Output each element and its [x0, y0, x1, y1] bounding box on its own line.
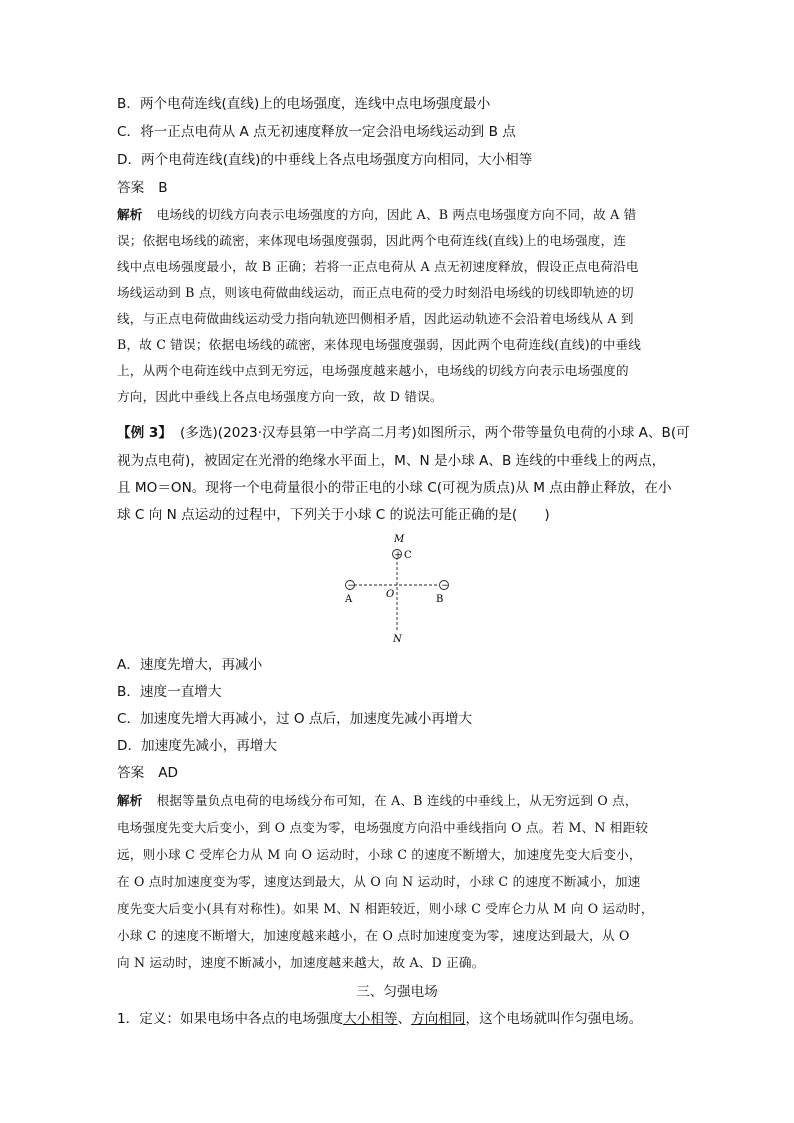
explanation-line: 线中点电场强度最小，故 B 正确；若将一正点电荷从 A 点无初速度释放，假设正点电荷沿电: [117, 259, 639, 274]
charge-diagram: [320, 530, 480, 650]
explanation-line: 小球 C 的速度不断增大，加速度越来越小，在 O 点时加速度变为零，速度达到最大，从 O: [117, 928, 630, 943]
explanation-line: B，故 C 错误；依据电场线的疏密，来体现电场强度强弱，因此两个电荷连线(直线)的中垂线: [117, 337, 642, 352]
option-d: D．加速度先减小，再增大: [117, 738, 277, 754]
label-m: M: [394, 534, 405, 545]
explanation-label: 解析: [117, 793, 143, 808]
example-stem-line: 且 MO＝ON。现将一个电荷量很小的带正电的小球 C(可视为质点)从 M 点由静止释放，在小: [117, 480, 672, 496]
option-a: A．速度先增大，再减小: [117, 657, 263, 673]
explanation-label: 解析: [117, 207, 143, 222]
explanation-line: 远，则小球 C 受库仑力从 M 向 O 运动时，小球 C 的速度不断增大，加速度先变大后变小，: [117, 847, 642, 862]
example-stem-line: 【例 3】 (多选)(2023·汉寿县第一中学高二月考)如图所示，两个带等量负电荷的小球 A、B(可: [117, 425, 690, 441]
explanation-line: 在 O 点时加速度变为零，速度达到最大，从 O 向 N 运动时，小球 C 的速度不断减小，加速: [117, 874, 641, 889]
explanation-line: 误；依据电场线的疏密，来体现电场强度强弱，因此两个电荷连线(直线)上的电场强度，连: [117, 233, 627, 248]
explanation-line: 度先变大后变小(具有对称性)。如果 M、N 相距较近，则小球 C 受库仑力从 M 向 O 运动时，: [117, 901, 654, 916]
option-b: B．速度一直增大: [117, 684, 222, 700]
explanation-line: 线，与正点电荷做曲线运动受力指向轨迹凹侧相矛盾，因此运动轨迹不会沿着电场线从 A 到: [117, 311, 634, 326]
example-stem-line: 视为点电荷)，被固定在光滑的绝缘水平面上，M、N 是小球 A、B 连线的中垂线上的两点，: [117, 453, 666, 469]
example-stem-line: 球 C 向 N 点运动的过程中，下列关于小球 C 的说法可能正确的是( ): [117, 507, 550, 523]
underlined-term: 方向相同: [411, 1011, 466, 1027]
label-a: A: [345, 594, 353, 605]
charge-a-sign: −: [347, 581, 355, 591]
explanation-line: 上，从两个电荷连线中点到无穷远，电场强度越来越小，电场线的切线方向表示电场强度的: [117, 363, 629, 378]
explanation-line: 解析 根据等量负点电荷的电场线分布可知，在 A、B 连线的中垂线上，从无穷远到 O 点，: [117, 793, 638, 808]
answer-value: B: [158, 180, 168, 196]
option-d: D．两个电荷连线(直线)的中垂线上各点电场强度方向相同，大小相等: [117, 152, 533, 168]
option-c: C．将一正点电荷从 A 点无初速度释放一定会沿电场线运动到 B 点: [117, 124, 516, 140]
answer-label: 答案: [117, 180, 145, 196]
option-c: C．加速度先增大再减小，过 O 点后，加速度先减小再增大: [117, 711, 473, 727]
answer-value: AD: [158, 765, 178, 781]
definition-line: 1．定义：如果电场中各点的电场强度大小相等、方向相同，这个电场就叫作匀强电场。: [117, 1011, 643, 1027]
explanation-line: 向 N 运动时，速度不断减小，加速度越来越大，故 A、D 正确。: [117, 955, 485, 970]
explanation-line: 方向，因此中垂线上各点电场强度方向一致，故 D 错误。: [117, 389, 443, 404]
label-n: N: [393, 634, 402, 645]
section-heading: 三、匀强电场: [356, 984, 438, 1000]
label-c: C: [404, 550, 412, 561]
example-tag: 【例 3】: [117, 425, 172, 441]
option-b: B．两个电荷连线(直线)上的电场强度，连线中点电场强度最小: [117, 96, 491, 112]
explanation-line: 场线运动到 B 点，则该电荷做曲线运动，而正点电荷的受力时刻沿电场线的切线即轨迹的切: [117, 285, 634, 300]
charge-b-sign: −: [441, 581, 449, 591]
label-o: O: [386, 589, 395, 600]
explanation-line: 电场强度先变大后变小，到 O 点变为零，电场强度方向沿中垂线指向 O 点。若 M、N 相距较: [117, 820, 649, 835]
label-b: B: [436, 594, 444, 605]
answer-label: 答案: [117, 765, 145, 781]
explanation-line: 解析 电场线的切线方向表示电场强度的方向，因此 A、B 两点电场强度方向不同，故 A 错: [117, 207, 637, 222]
answer-row: [117, 764, 682, 782]
underlined-term: 大小相等: [343, 1011, 398, 1027]
answer-row: [117, 179, 682, 197]
charge-c-sign: +: [394, 550, 402, 561]
